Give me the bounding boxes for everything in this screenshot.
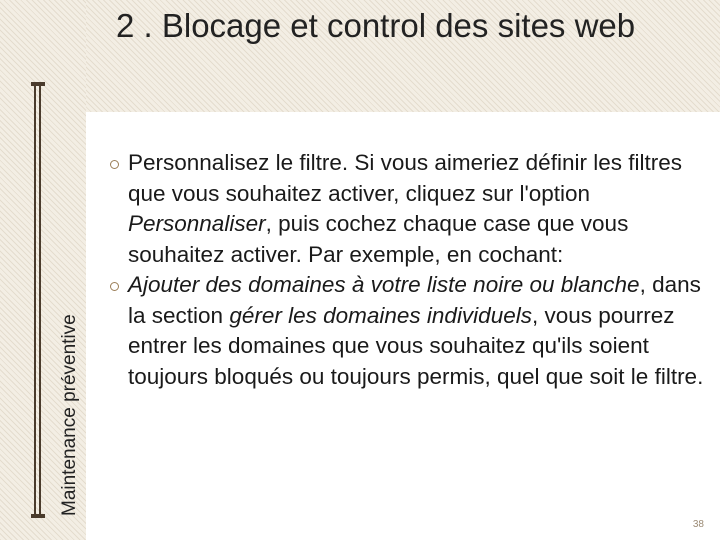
slide-body [108,148,708,392]
paragraph-domains-example [108,270,708,392]
paragraph-text: , puis cochez chaque case que vous souhaitez activer. Par exemple, en cochant: [128,211,629,267]
side-label: Maintenance préventive [59,314,80,516]
bullet-icon [110,160,119,169]
paragraph-text: , vous pourrez entrer les domaines que vous souhaitez qu'ils soient toujours bloqués ou toujours permis, quel que soit le filtre. [128,302,704,389]
emphasis-text: Ajouter des domaines à votre liste noire ou blanche [128,272,640,297]
page-number: 38 [692,519,704,530]
decorative-rule-right [39,84,41,516]
bullet-icon [110,282,119,291]
emphasis-text: Personnaliser [128,211,266,236]
decorative-rule-cap-bottom [31,514,45,518]
emphasis-text: gérer les domaines individuels [229,302,532,328]
slide-title: 2 . Blocage et control des sites web [116,7,636,44]
paragraph-text: Personnalisez le filtre. Si vous aimeriez définir les filtres que vous souhaitez activer, cliquez sur l'option [128,150,682,206]
decorative-rule-left [34,84,36,516]
decorative-rule-cap-top [31,82,45,86]
paragraph-customize-filter [108,148,708,270]
paragraph-text: , dans la section [128,272,701,328]
